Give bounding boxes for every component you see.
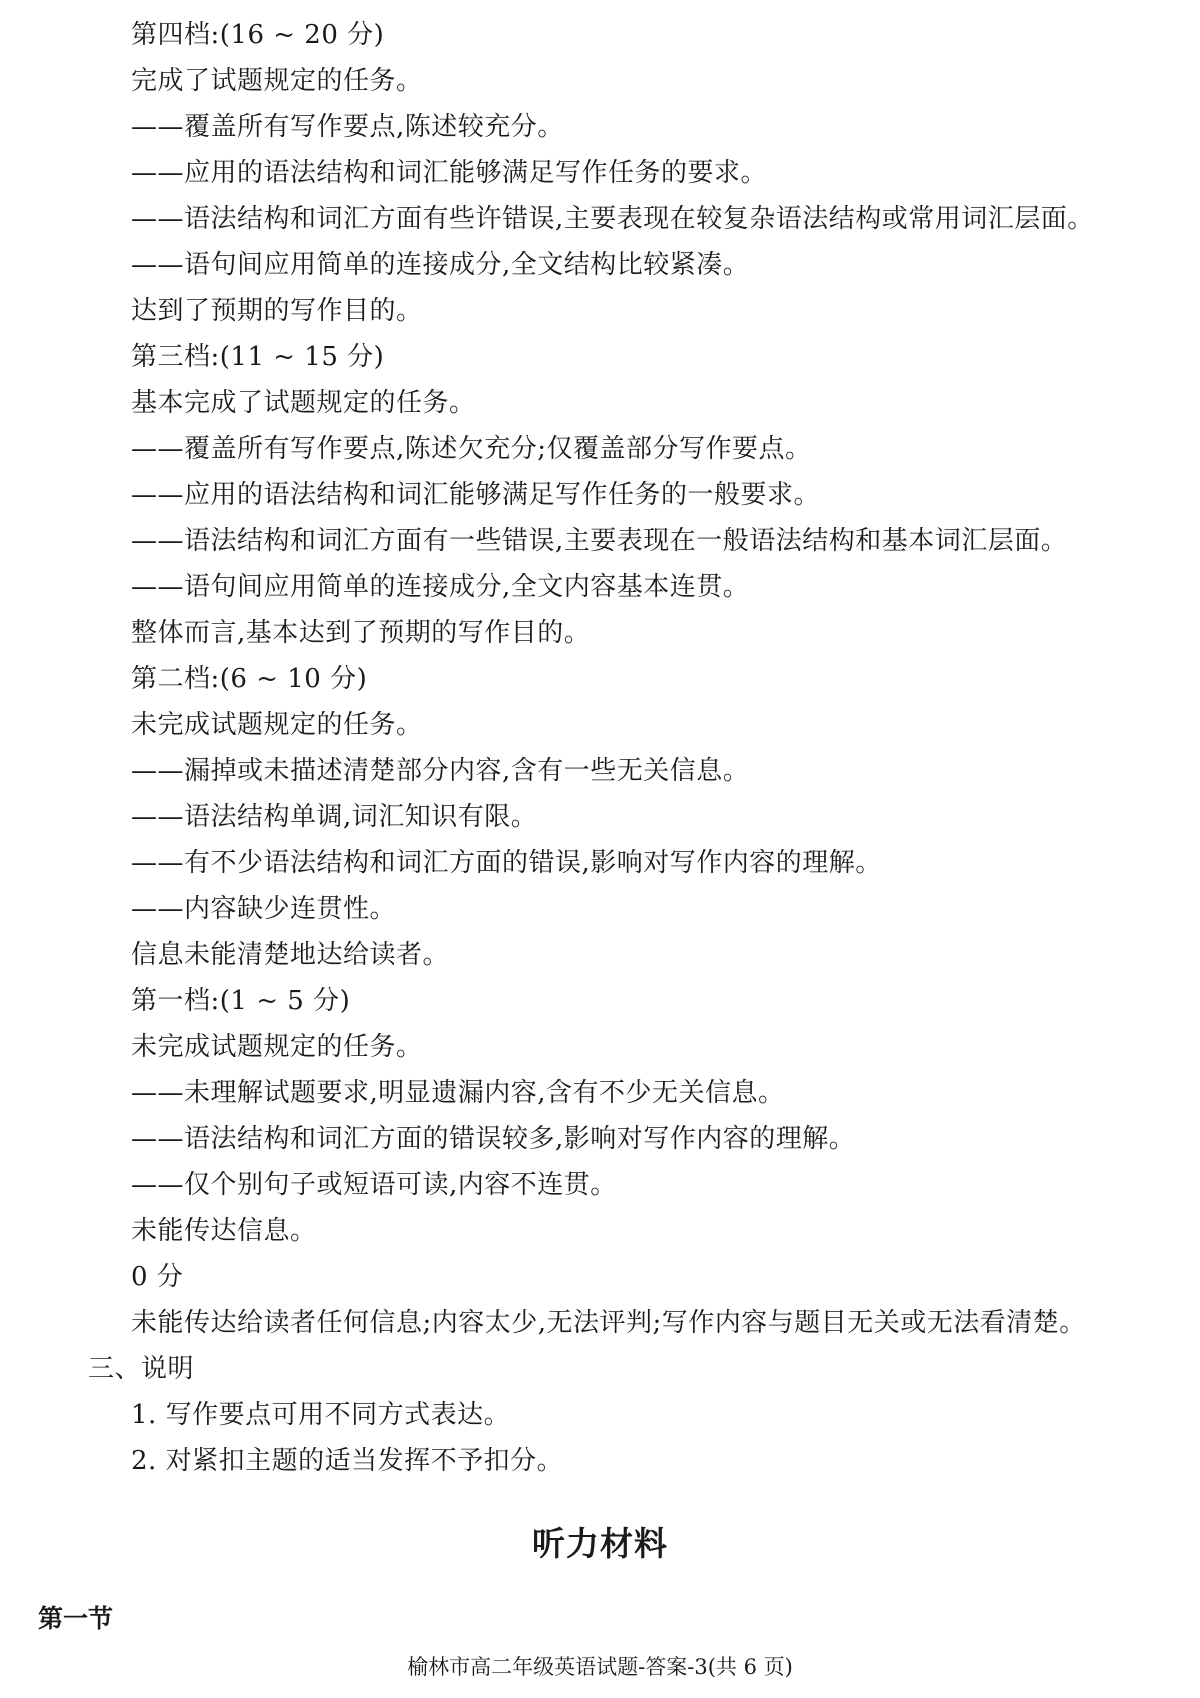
level-3-summary: 整体而言,基本达到了预期的写作目的。	[131, 618, 591, 648]
level-1-point-2: ——语法结构和词汇方面的错误较多,影响对写作内容的理解。	[131, 1124, 856, 1154]
notes-item-1: 1. 写作要点可用不同方式表达。	[131, 1400, 511, 1430]
level-3-title: 第三档:(11 ~ 15 分)	[131, 342, 385, 372]
level-3-point-3: ——语法结构和词汇方面有一些错误,主要表现在一般语法结构和基本词汇层面。	[131, 526, 1068, 556]
level-2-point-4: ——内容缺少连贯性。	[131, 894, 397, 924]
level-1-summary: 未能传达信息。	[131, 1216, 317, 1246]
zero-title: 0 分	[131, 1262, 184, 1292]
level-4-point-3: ——语法结构和词汇方面有些许错误,主要表现在较复杂语法结构或常用词汇层面。	[131, 204, 1094, 234]
level-1-title: 第一档:(1 ~ 5 分)	[131, 986, 351, 1016]
listening-heading: 听力材料	[532, 1524, 668, 1563]
level-4-title: 第四档:(16 ~ 20 分)	[131, 20, 385, 50]
level-4-point-1: ——覆盖所有写作要点,陈述较充分。	[131, 112, 564, 142]
level-2-task: 未完成试题规定的任务。	[131, 710, 423, 740]
notes-title: 三、说明	[88, 1354, 195, 1384]
level-4-summary: 达到了预期的写作目的。	[131, 296, 423, 326]
section-heading: 第一节	[38, 1604, 114, 1633]
level-3-point-4: ——语句间应用简单的连接成分,全文内容基本连贯。	[131, 572, 750, 602]
level-1-task: 未完成试题规定的任务。	[131, 1032, 423, 1062]
zero-desc: 未能传达给读者任何信息;内容太少,无法评判;写作内容与题目无关或无法看清楚。	[131, 1308, 1086, 1338]
page-footer: 榆林市高二年级英语试题-答案-3(共 6 页)	[407, 1655, 793, 1679]
level-1-point-3: ——仅个别句子或短语可读,内容不连贯。	[131, 1170, 617, 1200]
level-3-point-2: ——应用的语法结构和词汇能够满足写作任务的一般要求。	[131, 480, 821, 510]
level-1-point-1: ——未理解试题要求,明显遗漏内容,含有不少无关信息。	[131, 1078, 785, 1108]
level-4-point-4: ——语句间应用简单的连接成分,全文结构比较紧凑。	[131, 250, 750, 280]
level-2-point-3: ——有不少语法结构和词汇方面的错误,影响对写作内容的理解。	[131, 848, 882, 878]
level-3-task: 基本完成了试题规定的任务。	[131, 388, 476, 418]
level-2-point-2: ——语法结构单调,词汇知识有限。	[131, 802, 538, 832]
level-2-title: 第二档:(6 ~ 10 分)	[131, 664, 368, 694]
level-3-point-1: ——覆盖所有写作要点,陈述欠充分;仅覆盖部分写作要点。	[131, 434, 812, 464]
level-2-summary: 信息未能清楚地达给读者。	[131, 940, 450, 970]
notes-item-2: 2. 对紧扣主题的适当发挥不予扣分。	[131, 1446, 564, 1476]
level-4-point-2: ——应用的语法结构和词汇能够满足写作任务的要求。	[131, 158, 768, 188]
level-4-task: 完成了试题规定的任务。	[131, 66, 423, 96]
level-2-point-1: ——漏掉或未描述清楚部分内容,含有一些无关信息。	[131, 756, 750, 786]
